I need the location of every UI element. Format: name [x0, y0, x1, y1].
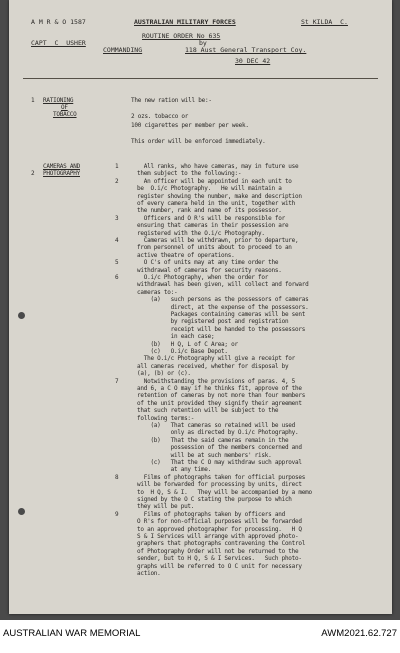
section-heading: OF: [61, 104, 68, 111]
text-line: register showing the number, make and description: [137, 192, 302, 200]
paragraph-number: 4: [115, 237, 119, 244]
text-line: O.i/c Photography, when the order for: [137, 274, 269, 281]
text-line: following terms:-: [137, 414, 195, 422]
document-title: AUSTRALIAN MILITARY FORCES: [134, 18, 236, 26]
text-line: to an approved photographer for processing. H Q: [137, 525, 302, 533]
text-line: (b) That the said cameras remain in the: [137, 436, 289, 444]
text-line: graphs will be referred to O C unit for necessary: [137, 562, 302, 570]
order-date: 30 DEC 42: [235, 57, 271, 65]
text-line: Cameras will be withdrawn, prior to departure,: [137, 237, 299, 244]
accession-number: AWM2021.62.727: [321, 628, 397, 639]
routine-order-page: [9, 0, 392, 614]
paragraph-number: 2: [115, 177, 119, 185]
text-line: (c) That the C O may withdraw such approval: [137, 459, 302, 466]
text-line: The O.i/c Photography will give a receipt for: [137, 355, 296, 363]
text-line: action.: [137, 570, 161, 577]
text-line: 2 ozs. tobacco or: [131, 113, 189, 121]
text-line: withdrawal has been given, will collect and forward: [137, 281, 309, 289]
text-line: of Photography Order will not be returned to the: [137, 547, 299, 555]
text-line: will be at such members' risk.: [137, 451, 272, 459]
text-line: (a) That cameras so retained will be used: [137, 422, 296, 429]
section-heading: TOBACCO: [53, 111, 77, 118]
header-divider: [23, 78, 378, 79]
text-line: (a), (b) or (c).: [137, 370, 191, 378]
text-line: retention of cameras by not more than four members: [137, 392, 306, 400]
text-line: in each case;: [137, 333, 215, 341]
text-line: Films of photographs taken for official purposes: [137, 473, 306, 481]
section-heading: RATIONING: [43, 97, 74, 104]
text-line: only as directed by O.i/c Photography.: [137, 429, 299, 437]
text-line: Films of photographs taken by officers and: [137, 510, 285, 518]
text-line: of the unit provided they signify their agreement: [137, 399, 302, 407]
text-line: from personnel of units about to proceed to an: [137, 244, 292, 252]
text-line: that such retention will be subject to the: [137, 407, 279, 415]
archive-footer: [0, 620, 400, 653]
text-line: (b) H Q, L of C Area; or: [137, 340, 238, 348]
text-line: The new ration will be:-: [131, 97, 212, 104]
text-line: This order will be enforced immediately.: [131, 138, 266, 145]
text-line: signed by the O C stating the purpose to which: [137, 496, 292, 503]
text-line: withdrawal of cameras for security reasons.: [137, 266, 282, 274]
text-line: the number, rank and name of its possessor.: [137, 207, 282, 215]
text-line: Notwithstanding the provisions of paras. 4, 5: [137, 377, 296, 385]
text-line: sender, but to H Q, S & I Services. Such photo-: [137, 555, 302, 563]
section-number: 1: [31, 97, 35, 104]
text-line: O R's for non-official purposes will be forwarded: [137, 518, 302, 526]
text-line: possession of the members concerned and: [137, 444, 302, 452]
paragraph-number: 7: [115, 377, 119, 385]
text-line: S & I Services will arrange with approved photo-: [137, 533, 299, 540]
section-heading: PHOTOGRAPHY: [43, 170, 80, 177]
text-line: at any time.: [137, 466, 211, 474]
text-line: direct, at the expense of the possessors.: [137, 303, 309, 311]
location-label: St KILDA C.: [301, 18, 348, 26]
paragraph-number: 1: [115, 163, 119, 170]
document-reference: A M R & O 1587: [31, 18, 86, 26]
paragraph-number: 9: [115, 510, 119, 518]
text-line: by registered post and registration: [137, 318, 289, 326]
text-line: them subject to the following:-: [137, 170, 242, 178]
text-line: All ranks, who have cameras, may in future use: [137, 163, 299, 170]
text-line: cameras to:-: [137, 288, 178, 296]
text-line: all cameras received, whether for disposal by: [137, 362, 289, 370]
text-line: be O.i/c Photography. He will maintain a: [137, 185, 282, 193]
text-line: and 6, a C O may if he thinks fit, approve of the: [137, 385, 302, 392]
text-line: An officer will be appointed in each unit to: [137, 177, 292, 185]
section-heading: CAMERAS AND: [43, 163, 80, 170]
archive-name: AUSTRALIAN WAR MEMORIAL: [3, 628, 141, 639]
routine-order-number: ROUTINE ORDER No 635: [142, 32, 221, 40]
text-line: ensuring that cameras in their possession are: [137, 222, 289, 230]
text-line: O C's of units may at any time order the: [137, 259, 279, 267]
text-line: of every camera held in the unit, together with: [137, 200, 296, 207]
paragraph-number: 6: [115, 274, 119, 281]
paragraph-number: 3: [115, 214, 119, 222]
commanding-label: COMMANDING: [103, 46, 143, 54]
text-line: will be forwarded for processing by units, direct: [137, 481, 302, 489]
commander-name: CAPT C USHER: [31, 39, 86, 47]
text-line: Officers and O R's will be responsible for: [137, 214, 285, 222]
text-line: receipt will be handed to the possessors: [137, 325, 306, 333]
text-line: they will be put.: [137, 503, 195, 511]
by-label: by: [199, 39, 207, 47]
punch-hole: [18, 508, 25, 515]
unit-name: 118 Aust General Transport Coy.: [185, 46, 307, 54]
text-line: (a) such persons as the possessors of cameras: [137, 296, 309, 304]
punch-hole: [18, 312, 25, 319]
text-line: 100 cigarettes per member per week.: [131, 121, 249, 129]
text-line: registered with the O.i/c Photography.: [137, 229, 265, 237]
text-line: (c) O.i/c Base Depot.: [137, 348, 228, 355]
text-line: Packages containing cameras will be sent: [137, 311, 306, 318]
paragraph-number: 5: [115, 259, 119, 267]
text-line: active theatre of operations.: [137, 251, 235, 259]
section-number: 2: [31, 170, 35, 177]
text-line: graphers that photographs contravening the Control: [137, 540, 306, 548]
text-line: to H Q, S & I. They will be accompanied by a memo: [137, 488, 312, 496]
paragraph-number: 8: [115, 473, 119, 481]
